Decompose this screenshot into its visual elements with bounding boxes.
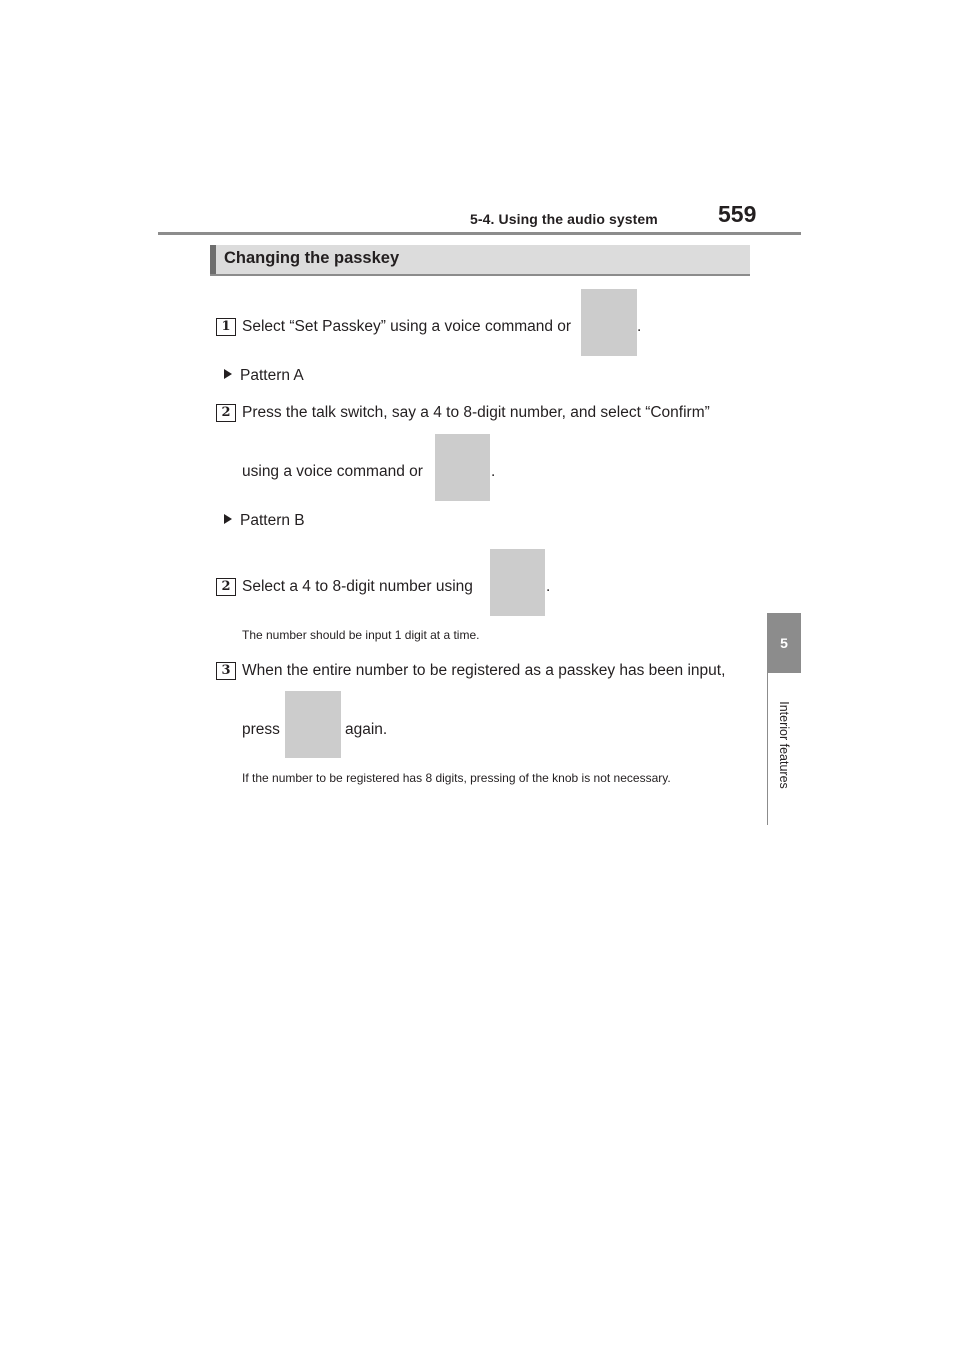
step-3-line2-press: press <box>242 721 280 738</box>
button-image-placeholder <box>581 289 637 356</box>
section-title: Changing the passkey <box>224 249 400 267</box>
pattern-b-label <box>224 512 305 530</box>
step-2a-line1: Press the talk switch, say a 4 to 8-digit number, and select “Confirm” <box>242 404 710 421</box>
page-number: 559 <box>718 201 757 227</box>
knob-image-placeholder <box>285 691 341 758</box>
section-header-bar <box>210 245 750 276</box>
section-bar-accent <box>210 245 216 274</box>
step-2a-line2: using a voice command or <box>242 463 423 480</box>
header-divider <box>158 232 801 235</box>
running-header-section: 5-4. Using the audio system <box>470 211 658 227</box>
triangle-bullet-icon <box>224 514 232 524</box>
step-3-line2-again: again. <box>345 721 388 738</box>
step-1-text: Select “Set Passkey” using a voice command or <box>242 318 572 335</box>
step-2b-note: The number should be input 1 digit at a time. <box>242 628 480 642</box>
step-2b-text: Select a 4 to 8-digit number using <box>242 578 473 595</box>
step-3-line1: When the entire number to be registered as a passkey has been input, <box>242 662 726 679</box>
chapter-label: Interior features <box>777 701 791 789</box>
pattern-b-text: Pattern B <box>240 512 305 529</box>
step-number-2b: 2 <box>216 578 236 596</box>
step-1-period: . <box>637 318 642 335</box>
triangle-bullet-icon <box>224 369 232 379</box>
chapter-number: 5 <box>780 635 788 651</box>
step-2a-period: . <box>491 463 496 480</box>
knob-image-placeholder <box>490 549 545 616</box>
button-image-placeholder <box>435 434 490 501</box>
pattern-a-label <box>224 367 304 385</box>
step-number-1: 1 <box>216 318 236 336</box>
chapter-tab <box>767 613 801 673</box>
step-number-3: 3 <box>216 662 236 680</box>
step-2b-period: . <box>546 578 551 595</box>
step-number-2a: 2 <box>216 404 236 422</box>
chapter-tab-line <box>767 673 768 825</box>
pattern-a-text: Pattern A <box>240 367 304 384</box>
step-3-note: If the number to be registered has 8 digits, pressing of the knob is not necessary. <box>242 771 671 785</box>
